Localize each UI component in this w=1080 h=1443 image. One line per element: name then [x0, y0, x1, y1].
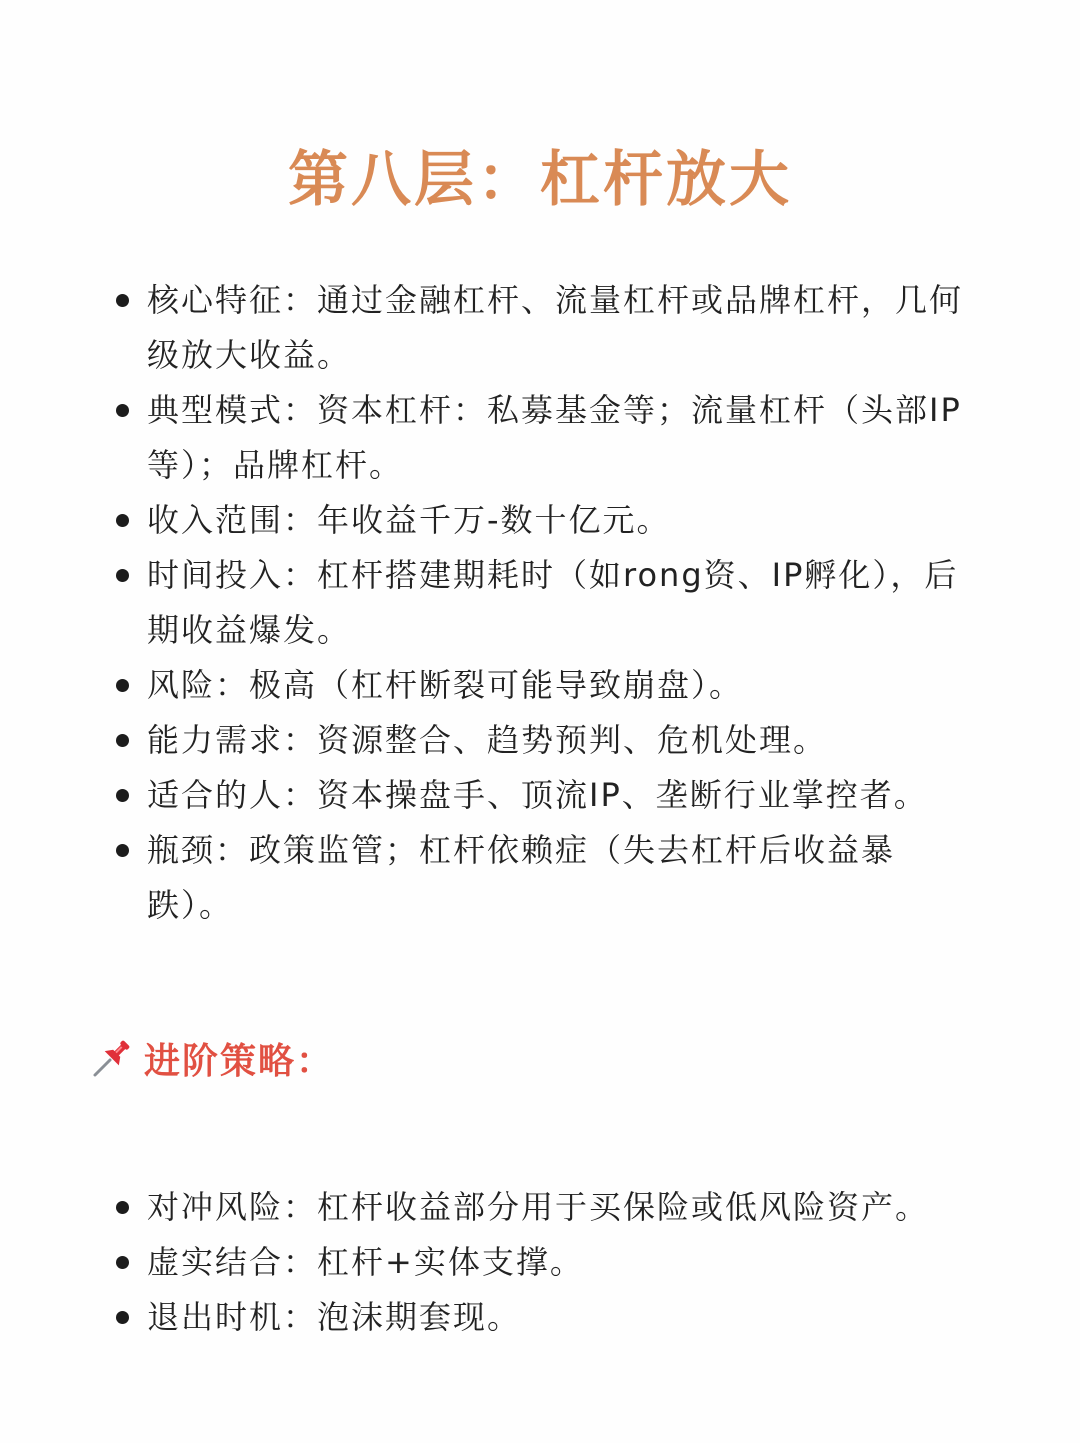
list-item: [0, 823, 1080, 933]
bullet-icon: [116, 294, 129, 307]
list-item: [0, 1180, 1080, 1235]
list-item-text: 对冲风险：杠杆收益部分用于买保险或低风险资产。: [147, 1188, 930, 1226]
list-item: [0, 1290, 1080, 1345]
bullet-icon: [116, 844, 129, 857]
strategy-list: [0, 1180, 1080, 1345]
list-item: [0, 768, 1080, 823]
bullet-icon: [116, 1201, 129, 1214]
list-item: [0, 383, 1080, 493]
bullet-icon: [116, 569, 129, 582]
list-item: [0, 493, 1080, 548]
list-item-text: 收入范围：年收益千万-数十亿元。: [147, 501, 671, 539]
list-item-text: 核心特征：通过金融杠杆、流量杠杆或品牌杠杆，几何级放大收益。: [147, 281, 964, 374]
bullet-icon: [116, 404, 129, 417]
strategy-title: 进阶策略：: [144, 1040, 335, 1082]
list-item: [0, 548, 1080, 658]
bullet-icon: [116, 1311, 129, 1324]
page-title: 第八层：杠杆放大: [288, 145, 792, 216]
strategy-heading: [90, 1030, 334, 1086]
list-item-text: 典型模式：资本杠杆：私募基金等；流量杠杆（头部IP等）；品牌杠杆。: [147, 391, 962, 484]
list-item-text: 退出时机：泡沫期套现。: [147, 1298, 522, 1336]
list-item-text: 适合的人：资本操盘手、顶流IP、垄断行业掌控者。: [147, 776, 928, 814]
list-item-text: 瓶颈：政策监管；杠杆依赖症（失去杠杆后收益暴跌）。: [147, 831, 896, 924]
list-item-text: 能力需求：资源整合、趋势预判、危机处理。: [147, 721, 828, 759]
list-item: [0, 273, 1080, 383]
bullet-icon: [116, 514, 129, 527]
list-item-text: 风险：极高（杠杆断裂可能导致崩盘）。: [147, 666, 744, 704]
pushpin-icon: [90, 1036, 134, 1080]
bullet-icon: [116, 734, 129, 747]
list-item-text: 时间投入：杠杆搭建期耗时（如rong资、IP孵化），后期收益爆发。: [147, 556, 959, 649]
list-item: [0, 658, 1080, 713]
list-item: [0, 713, 1080, 768]
list-item: [0, 1235, 1080, 1290]
list-item-text: 虚实结合：杠杆+实体支撑。: [147, 1243, 584, 1281]
features-list: [0, 273, 1080, 933]
bullet-icon: [116, 679, 129, 692]
bullet-icon: [116, 1256, 129, 1269]
bullet-icon: [116, 789, 129, 802]
